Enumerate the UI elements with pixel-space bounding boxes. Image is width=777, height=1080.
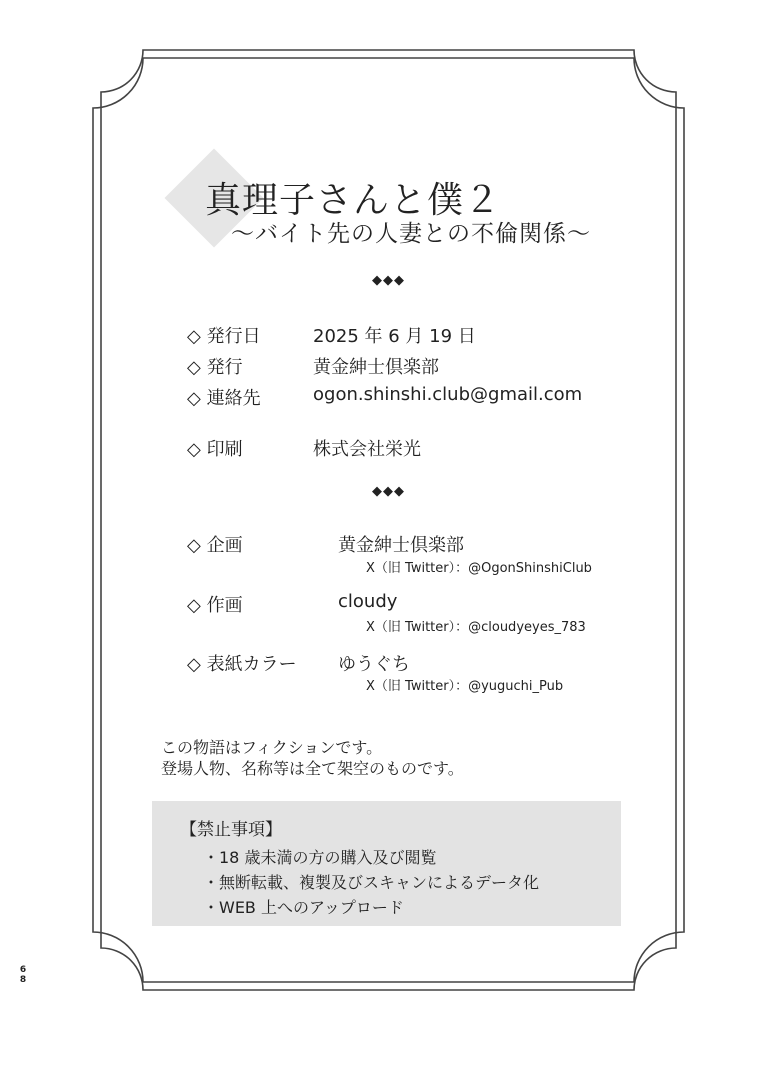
credit-handle: X（旧 Twitter）：@cloudyeyes_783 <box>366 620 586 635</box>
info-label: ◇ 連絡先 <box>187 388 261 409</box>
prohibited-item: ・無断転載、複製及びスキャンによるデータ化 <box>203 873 540 892</box>
credit-name: ゆうぐち <box>338 654 410 675</box>
prohibited-item: ・18 歳未満の方の購入及び閲覧 <box>203 848 437 867</box>
diamond-outline-icon: ◇ <box>187 388 201 409</box>
info-label: ◇ 発行日 <box>187 326 261 347</box>
book-title: 真理子さんと僕２ <box>205 180 502 221</box>
diamond-outline-icon: ◇ <box>187 535 201 556</box>
diamond-outline-icon: ◇ <box>187 326 201 347</box>
diamond-outline-icon: ◇ <box>187 357 201 378</box>
diamond-outline-icon: ◇ <box>187 595 201 616</box>
credit-handle: X（旧 Twitter）：@yuguchi_Pub <box>366 679 564 694</box>
contact-email: ogon.shinshi.club@gmail.com <box>313 384 583 405</box>
info-label: ◇ 発行 <box>187 357 243 378</box>
credit-label: ◇ 企画 <box>187 535 243 556</box>
credit-label: ◇ 表紙カラー <box>187 654 297 675</box>
info-label: ◇ 印刷 <box>187 439 243 460</box>
separator-top: ◆◆◆ <box>372 273 405 288</box>
credit-label: ◇ 作画 <box>187 595 243 616</box>
credit-name: cloudy <box>338 591 398 612</box>
credit-name: 黄金紳士倶楽部 <box>338 535 464 556</box>
page-number: 6 8 <box>19 965 27 985</box>
disclaimer-line: 登場人物、名称等は全て架空のものです。 <box>161 759 464 778</box>
prohibited-item: ・WEB 上へのアップロード <box>203 898 404 917</box>
prohibited-title: 【禁止事項】 <box>180 820 282 840</box>
info-value: 株式会社栄光 <box>313 439 421 460</box>
disclaimer-line: この物語はフィクションです。 <box>161 738 383 757</box>
info-value: 2025 年 6 月 19 日 <box>313 326 476 347</box>
diamond-outline-icon: ◇ <box>187 439 201 460</box>
book-subtitle: ～バイト先の人妻との不倫関係～ <box>231 221 591 247</box>
separator-middle: ◆◆◆ <box>372 484 405 499</box>
credit-handle: X（旧 Twitter）：@OgonShinshiClub <box>366 561 592 576</box>
diamond-outline-icon: ◇ <box>187 654 201 675</box>
info-value: 黄金紳士倶楽部 <box>313 357 439 378</box>
